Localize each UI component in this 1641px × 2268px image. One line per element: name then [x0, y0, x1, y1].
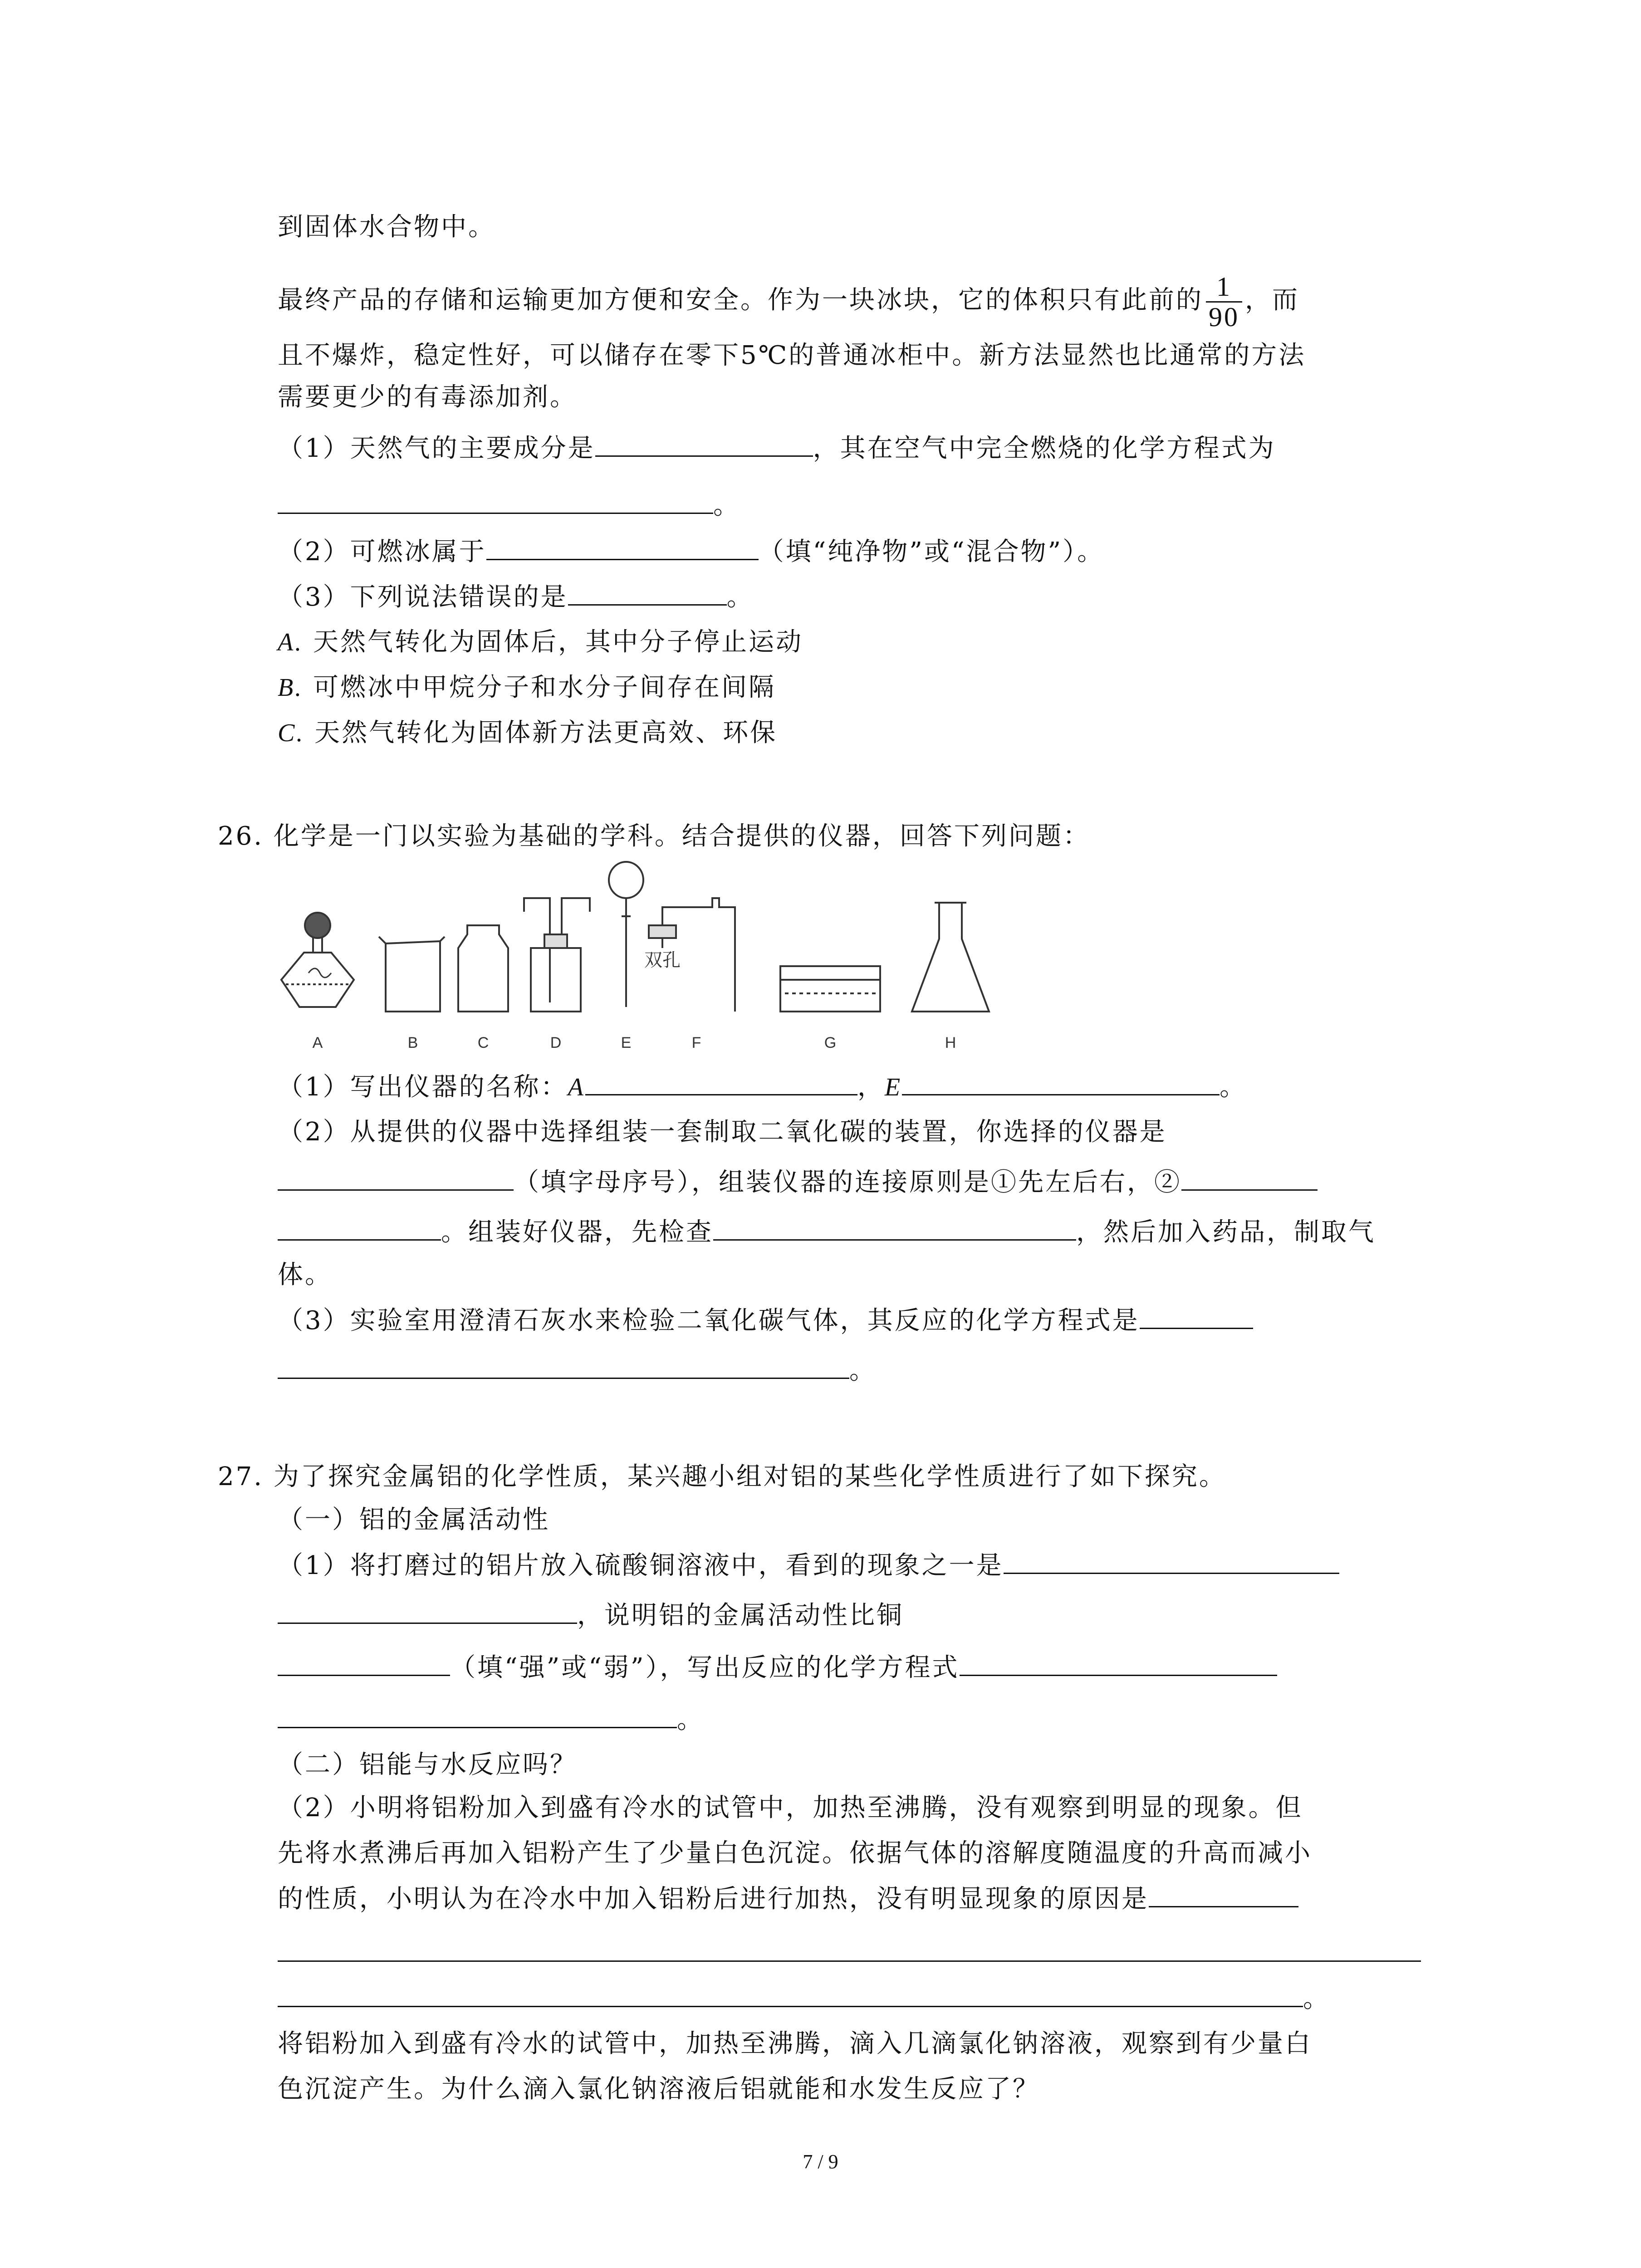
passage-line — [278, 272, 1299, 332]
q25-part1 — [278, 432, 1276, 465]
passage-text: 且不爆炸，稳定性好，可以储存在零下5℃的普通冰柜中。新方法显然也比通常的方法 — [278, 341, 1306, 370]
answer-blank[interactable] — [278, 1216, 441, 1241]
option-text: 天然气转化为固体后，其中分子停止运动 — [313, 627, 803, 657]
apparatus-figure — [272, 857, 1007, 1066]
question-text: 。 — [1303, 1984, 1330, 2014]
q25-part1-cont — [278, 489, 740, 522]
q27-part1-cont — [278, 1599, 904, 1632]
question-26-stem — [218, 820, 1090, 853]
wide-mouth-bottle — [458, 925, 508, 1012]
separatory-funnel — [609, 862, 643, 1007]
question-text: ，然后加入药品，制取气 — [1076, 1217, 1376, 1247]
label-h: H — [945, 1034, 956, 1051]
q27-part2-answer — [278, 1982, 1330, 2015]
option-letter: A. — [278, 628, 304, 656]
answer-blank[interactable] — [278, 1166, 514, 1191]
answer-blank[interactable] — [1181, 1166, 1318, 1191]
q25-part2 — [278, 535, 1104, 568]
question-text: （填“纯净物”或“混合物”）。 — [758, 537, 1105, 567]
answer-blank[interactable] — [278, 1937, 1421, 1962]
question-text: 。 — [1220, 1072, 1247, 1102]
passage-text: ，而 — [1245, 285, 1299, 315]
q26-part2 — [278, 1116, 1167, 1149]
label-a: A — [312, 1034, 323, 1051]
question-text: （2）可燃冰属于 — [278, 537, 486, 567]
question-text: 先将水煮沸后再加入铝粉产生了少量白色沉淀。依据气体的溶解度随温度的升高而减小 — [278, 1838, 1312, 1868]
label-g: G — [824, 1034, 837, 1051]
page-number: 7 / 9 — [803, 2151, 838, 2173]
question-text: 。组装好仪器，先检查 — [441, 1217, 713, 1247]
question-text: （3）实验室用澄清石灰水来检验二氧化碳气体，其反应的化学方程式是 — [278, 1306, 1140, 1335]
question-text: （1）将打磨过的铝片放入硫酸铜溶液中，看到的现象之一是 — [278, 1551, 1004, 1580]
label-d: D — [550, 1034, 562, 1051]
q26-part3-cont — [278, 1354, 877, 1387]
gas-washing-bottle — [524, 898, 590, 1012]
q26-part2-cont — [278, 1216, 1376, 1249]
answer-blank[interactable] — [486, 535, 759, 560]
fraction-denominator: 90 — [1209, 302, 1239, 332]
q27-part2-answer — [278, 1937, 1421, 1970]
option-a[interactable] — [278, 626, 803, 659]
answer-blank[interactable] — [1140, 1304, 1253, 1329]
answer-blank[interactable] — [568, 581, 727, 606]
q27-part1-cont — [278, 1703, 704, 1736]
question-text: （2）小明将铝粉加入到盛有冷水的试管中，加热至沸腾，没有观察到明显的现象。但 — [278, 1793, 1303, 1823]
question-text: 。 — [726, 582, 754, 612]
answer-blank[interactable] — [1004, 1549, 1339, 1574]
passage-line — [278, 339, 1306, 372]
q27-part2-cont — [278, 1882, 1298, 1916]
question-text: 的性质，小明认为在冷水中加入铝粉后进行加热，没有明显现象的原因是 — [278, 1884, 1149, 1914]
question-text: （2）从提供的仪器中选择组装一套制取二氧化碳的装置，你选择的仪器是 — [278, 1117, 1167, 1147]
passage-text: 到固体水合物中。 — [278, 212, 495, 242]
question-text: ，其在空气中完全燃烧的化学方程式为 — [813, 434, 1276, 463]
answer-blank[interactable] — [902, 1070, 1220, 1095]
option-letter: B. — [278, 674, 304, 702]
question-text: 将铝粉加入到盛有冷水的试管中，加热至沸腾，滴入几滴氯化钠溶液，观察到有少量白 — [278, 2029, 1312, 2058]
section-heading: （一）铝的金属活动性 — [278, 1505, 550, 1535]
letter-a: A — [568, 1073, 585, 1101]
alcohol-lamp — [281, 913, 354, 1007]
answer-blank[interactable] — [278, 1651, 450, 1676]
label-b: B — [407, 1034, 418, 1051]
option-c[interactable] — [278, 717, 777, 749]
passage-line — [278, 381, 577, 414]
fraction-numerator: 1 — [1206, 272, 1242, 303]
question-text: （填“强”或“弱”），写出反应的化学方程式 — [450, 1653, 960, 1682]
answer-blank[interactable] — [960, 1651, 1277, 1676]
answer-blank[interactable] — [278, 1703, 677, 1728]
section-heading: （二）铝能与水反应吗？ — [278, 1750, 577, 1779]
q26-part2-cont — [278, 1259, 332, 1291]
stopper-label: 双孔 — [644, 950, 681, 971]
q27-section1 — [278, 1504, 550, 1536]
answer-blank[interactable] — [1149, 1882, 1298, 1907]
q27-part1 — [278, 1549, 1339, 1582]
question-text: ， — [857, 1072, 885, 1102]
answer-blank[interactable] — [595, 432, 813, 457]
question-text: （1）写出仪器的名称： — [278, 1072, 568, 1102]
option-letter: C. — [278, 719, 305, 747]
label-f: F — [691, 1034, 701, 1051]
answer-blank[interactable] — [713, 1216, 1076, 1241]
answer-blank[interactable] — [585, 1070, 857, 1095]
option-b[interactable] — [278, 671, 776, 704]
question-text: （填字母序号），组装仪器的连接原则是①先左后右，② — [514, 1168, 1181, 1197]
passage-text: 需要更少的有毒添加剂。 — [278, 382, 577, 412]
answer-blank[interactable] — [278, 1354, 849, 1379]
q27-section2 — [278, 1749, 577, 1781]
q27-part1-cont — [278, 1651, 1277, 1684]
q25-part3 — [278, 581, 754, 614]
passage-line — [278, 211, 495, 244]
label-e: E — [621, 1034, 632, 1051]
option-text: 天然气转化为固体新方法更高效、环保 — [314, 718, 778, 748]
question-text: 26. 化学是一门以实验为基础的学科。结合提供的仪器，回答下列问题： — [218, 821, 1090, 851]
label-c: C — [477, 1034, 489, 1051]
question-text: 。 — [677, 1705, 704, 1735]
answer-blank[interactable] — [278, 1982, 1303, 2007]
question-text: 。 — [713, 491, 740, 520]
q26-part2-cont — [278, 1166, 1318, 1199]
question-27-stem — [218, 1461, 1226, 1493]
letter-e: E — [884, 1073, 902, 1101]
question-text: 。 — [849, 1356, 877, 1385]
question-text: 体。 — [278, 1260, 332, 1290]
question-text: 色沉淀产生。为什么滴入氯化钠溶液后铝就能和水发生反应了？ — [278, 2074, 1040, 2104]
fraction — [1206, 272, 1242, 332]
question-text: （3）下列说法错误的是 — [278, 582, 568, 612]
q26-part1 — [278, 1070, 1247, 1104]
q27-part2-cont — [278, 1837, 1312, 1870]
q27-part2 — [278, 1792, 1303, 1824]
question-text: 27. 为了探究金属铝的化学性质，某兴趣小组对铝的某些化学性质进行了如下探究。 — [218, 1462, 1226, 1491]
stopper-with-tube — [644, 898, 735, 1012]
answer-blank[interactable] — [278, 489, 713, 514]
beaker — [379, 937, 445, 1012]
question-text: （1）天然气的主要成分是 — [278, 434, 595, 463]
q27-part3 — [278, 2028, 1312, 2060]
answer-blank[interactable] — [278, 1599, 577, 1624]
q26-part3 — [278, 1304, 1253, 1337]
question-text: ，说明铝的金属活动性比铜 — [577, 1601, 904, 1630]
option-text: 可燃冰中甲烷分子和水分子间存在间隔 — [313, 673, 776, 702]
water-trough — [780, 966, 880, 1012]
passage-text: 最终产品的存储和运输更加方便和安全。作为一块冰块，它的体积只有此前的 — [278, 285, 1203, 315]
q27-part3-cont — [278, 2073, 1040, 2106]
conical-flask — [912, 903, 989, 1012]
